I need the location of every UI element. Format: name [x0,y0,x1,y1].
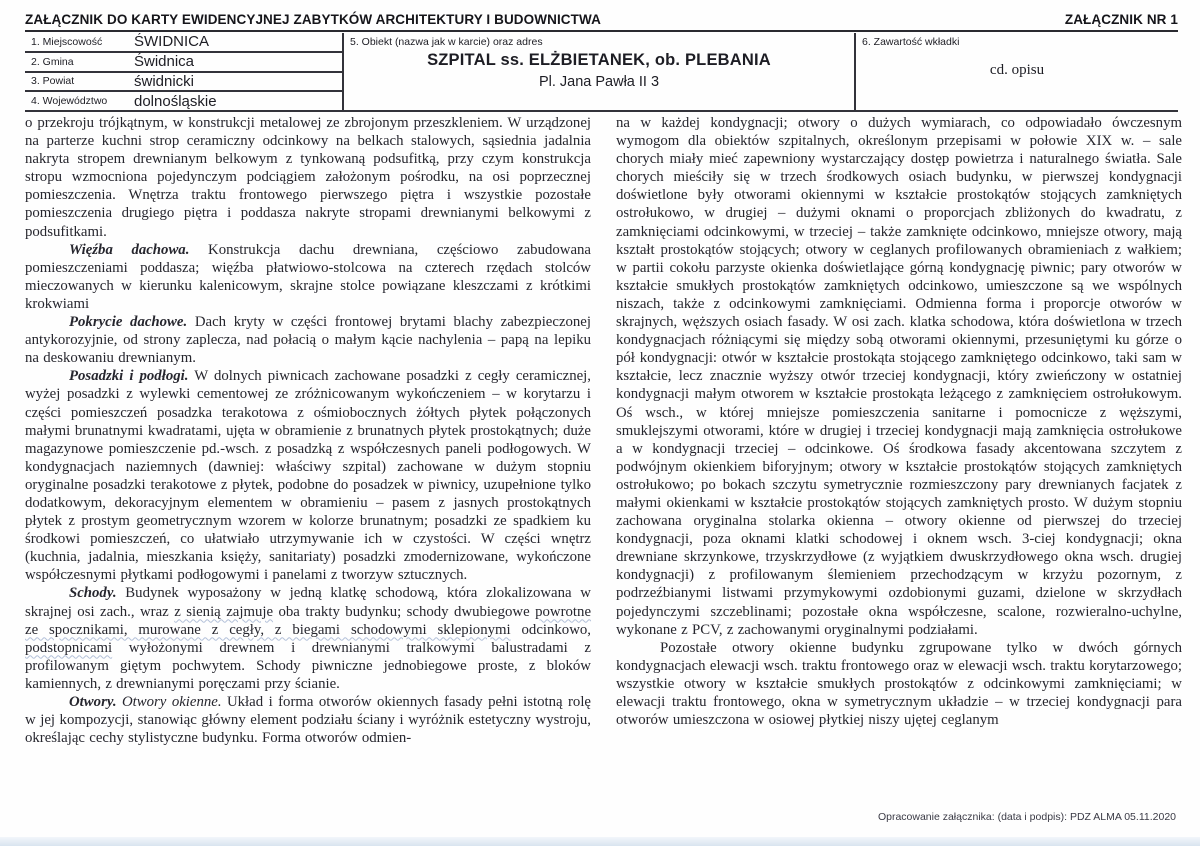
field-value-wojewodztwo: dolnośląskie [134,92,217,110]
paragraph-schody: Schody. Budynek wyposażony w jedną klatkę schodową, która zlokalizowana w skrajnej osi zach., wraz z sienią zajmuje oba trakty budynku; schody dwubiegowe powrotne ze spocznikami, murowane z cegły, z biegami schodowymi sklepionymi odcinkowo, podstopnicami wyłożonymi drewnem i drewnianymi tralkowymi balustradami z profilowanym giętym pochwytem. Schody piwniczne jednobiegowe proste, z bloków kamiennych, z drewnianymi poręczami przy ścianie. [25,585,592,692]
object-address: Pl. Jana Pawła II 3 [538,74,660,90]
attachment-number: ZAŁĄCZNIK NR 1 [1064,12,1178,27]
paragraph-lead: Posadzki i podłogi. [69,368,189,385]
paragraph-lead: Otwory. [69,694,117,710]
pen-underlined-text: podstopnicami [25,639,113,656]
location-cells [25,33,342,112]
left-text-column [25,114,591,747]
paragraph-lead: Więźba dachowa. [69,241,190,258]
paragraph-lead: Pokrycie dachowe. [69,314,188,331]
field-label-gmina: 2. Gmina [31,55,74,68]
pen-underlined-text: z sienią zajmuje [174,603,274,620]
paragraph-pokrycie-dachowe: Pokrycie dachowe. Dach kryty w części frontowej brytami blachy zabezpieczonej antykorozyjnie, od strony zaplecza, nad połacią o małym kącie nachylenia – papą na lepiku na deskowaniu drewnianym. [25,314,591,367]
object-cell [342,33,856,112]
paragraph-lead: Schody. [69,585,117,602]
info-table [25,33,1178,112]
table-row [25,53,342,73]
table-row [25,33,342,53]
field-label-powiat: 3. Powiat [31,75,75,88]
page-title: ZAŁĄCZNIK DO KARTY EWIDENCYJNEJ ZABYTKÓW ARCHITEKTURY I BUDOWNICTWA [25,12,601,27]
pen-underlined-text: powrotne ze spocznikami, murowane z cegły, z biegami schodowymi sklepionymi [25,603,592,638]
paragraph-continuation: o przekroju trójkątnym, w konstrukcji metalowej ze zbrojonym przeszkleniem. W urządzonej na parterze kuchni strop ceramiczny odcinkowy na belkach stalowych, sąsiednia jadalnia nakryta stropem drewnianym belkowym z tynkowaną podsufitką, przy czym konstrukcja stropu wzmocniona pojedynczym podciągiem założonym pośrodku, na osi poprzecznej pomieszczenia. Wnętrza traktu frontowego pierwszego piętra i wszystkie pozostałe pomieszczenia drugiego piętra i poddasza nakryte stropami drewnianymi belkowymi z podsufitkami. [25,115,591,240]
field-label-zawartosc: 6. Zawartość wkładki [862,36,960,48]
field-value-powiat: świdnicki [134,72,195,90]
paragraph-wiezba-dachowa: Więźba dachowa. Konstrukcja dachu drewniana, częściowo zabudowana pomieszczeniami poddasza; więźba płatwiowo-stolcowa na czterech rzędach stolców mieczowanych w kierunku kalenicowym, skrajne stolce powiązane kleszczami z krótkimi krokwiami [25,241,591,312]
paragraph-posadzki-i-podlogi: Posadzki i podłogi. W dolnych piwnicach zachowane posadzki z cegły ceramicznej, wyżej posadzki z wylewki cementowej ze zróżnicowanym wykończeniem – w korytarzu i części pomieszczeń posadzka terakotowa z ośmiobocznych żółtych płytek połączonych małymi brunatnymi kwadratami, ujęta w obramienie z brunatnych płytek prostokątnych; duże magazynowe pomieszczenie pd.-wsch. z posadzką z współczesnych paneli podłogowych. W kondygnacjach naziemnych (dawniej: właściwy szpital) zachowane w dużym stopniu oryginalne posadzki terakotowe z płytek, podobne do posadzek w piwnicy, uzupełnione tylko dodatkowym, dekoracyjnym elementem w obramieniu – pasem z jasnych prostokątnych płytek z prostym geometrycznym wzorem w kolorze brunatnym; posadzki ze spadkiem ku środkowi pomieszczeń, co ułatwiało utrzymywanie ich w czystości. W części wnętrz (kuchnia, jadalnia, mieszkania księży, sanitariaty) posadzki zmodernizowane, wykończone współczesnymi płytkami podłogowymi i panelami z tworzyw sztucznych. [25,368,591,584]
field-label-wojewodztwo: 4. Województwo [31,95,108,108]
object-name: SZPITAL ss. ELŻBIETANEK, ob. PLEBANIA [427,51,771,69]
paragraph-otwory: Otwory. Otwory okienne. Układ i forma otworów okiennych fasady pełni istotną rolę w jej kompozycji, stanowiąc główny element podziału ściany i wyróżnik estetyczny wystroju, określając cechy stylistyczne budynku. Forma otworów odmien- [25,694,591,747]
table-row [25,92,342,112]
paragraph-pozostale-otwory: Pozostałe otwory okienne budynku zgrupowane tylko w dwóch górnych kondygnacjach elewacji wsch. traktu frontowego oraz w elewacji wsch. traktu korytarzowego; wszystkie otwory w kształcie smukłych prostokątów z odcinkowymi zamknięciami; w elewacji traktu frontowego, okna w symetrycznym układzie – w trzeciej kondygnacji para otworów umieszczona w osiowej płytkiej niszy ujętej ceglanym [616,639,1182,729]
content-value: cd. opisu [989,62,1045,78]
field-label-obiekt: 5. Obiekt (nazwa jak w karcie) oraz adres [350,36,543,48]
body-columns [25,114,1182,747]
table-row [25,73,342,93]
footer-note: Opracowanie załącznika: (data i podpis): PDZ ALMA 05.11.2020 [877,811,1176,823]
scan-edge-band [0,837,1200,846]
content-cell [856,33,1178,112]
right-text-column [616,114,1182,747]
field-value-miejscowosc: ŚWIDNICA [134,33,209,51]
paragraph-otwory-continuation: na w każdej kondygnacji; otwory o dużych wymiarach, co odpowiadało ówczesnym wymogom dla obiektów szpitalnych, określonym przepisami w połowie XIX w. – sale chorych miały mieć zapewniony wystarczający dostęp powietrza i naturalnego światła. Sale chorych mieściły się w trzech środkowych osiach budynku, w pierwszej kondygnacji doświetlone były otworami okiennymi w kształcie prostokątów stojących zamkniętych ostrołukowo, w drugiej – dużymi oknami o proporcjach zbliżonych do kwadratu, z zamknięciami odcinkowymi, w trzeciej – także zamknięte odcinkowo, mniejsze otwory, mają kształt prostokątów stojących; otwory w ceglanych profilowanych obramieniach z wałkiem; w partii cokołu parzyste okienka doświetlające górną kondygnację piwnic; pary otworów w kształcie smukłych prostokątów zamkniętych odcinkowo, umieszczone są we wspólnych niszach, także z odcinkowymi zamknięciami. Odmienna forma i proporcje otworów w skrajnych, węższych osiach fasady. W osi zach. klatka schodowa, która doświetlona w trzech kondygnacjach różniącymi się między sobą otworami okiennymi, przesuniętymi ku górze o pół kondygnacji: otwór w kształcie prostokąta stojącego zamkniętego odcinkowo, taki sam w kształcie, lecz znacznie wyższy otwór trzeciej kondygnacji, który zwieńczony w ostatniej kondygnacji małym otworem w kształcie prostokąta leżącego z zamknięciem ostrołukowym. Oś wsch., w której mniejsze pomieszczenia sanitarne i pomocnicze z węższymi, smuklejszymi otworami, które w drugiej i trzeciej kondygnacji mają zamknięcia ostrołukowe a w kondygnacji trzeciej – odcinkowe. Oś środkowa fasady akcentowana szczytem z podwójnym okienkiem biforyjnym; otwory w kształcie prostokątów stojących zamkniętych ostrołukowo; po bokach szczytu symetrycznie rozmieszczony pary drewnianych facjatek z małymi okienkami w kształcie prostokątów stojących zamkniętych prosto. W dużym stopniu zachowana oryginalna stolarka okienna – otwory okienne od pierwszej do trzeciej kondygnacji, poza oknami klatki schodowej i oknem wsch. 3-ciej kondygnacji; okna drewniane skrzynkowe, trzyskrzydłowe (z wyjątkiem dwuskrzydłowego okna wsch. drugiej kondygnacji) z profilowanym ślemieniem przechodzącym w krzyżu pozornym, z podrzeźbianymi listwami przymykowymi ozdobionymi guzami, dzielone w skrzydłach pojedynczymi szczeblinami; pozostałe okna współczesne, scalone, rozwieralno-uchylne, wykonane z PCV, z zachowanymi oryginalnymi podziałami. [616,115,1182,638]
paragraph-sublead: Otwory okienne. [116,694,222,710]
page-header [25,12,1178,32]
field-value-gmina: Świdnica [134,53,195,71]
field-label-miejscowosc: 1. Miejscowość [31,35,103,48]
